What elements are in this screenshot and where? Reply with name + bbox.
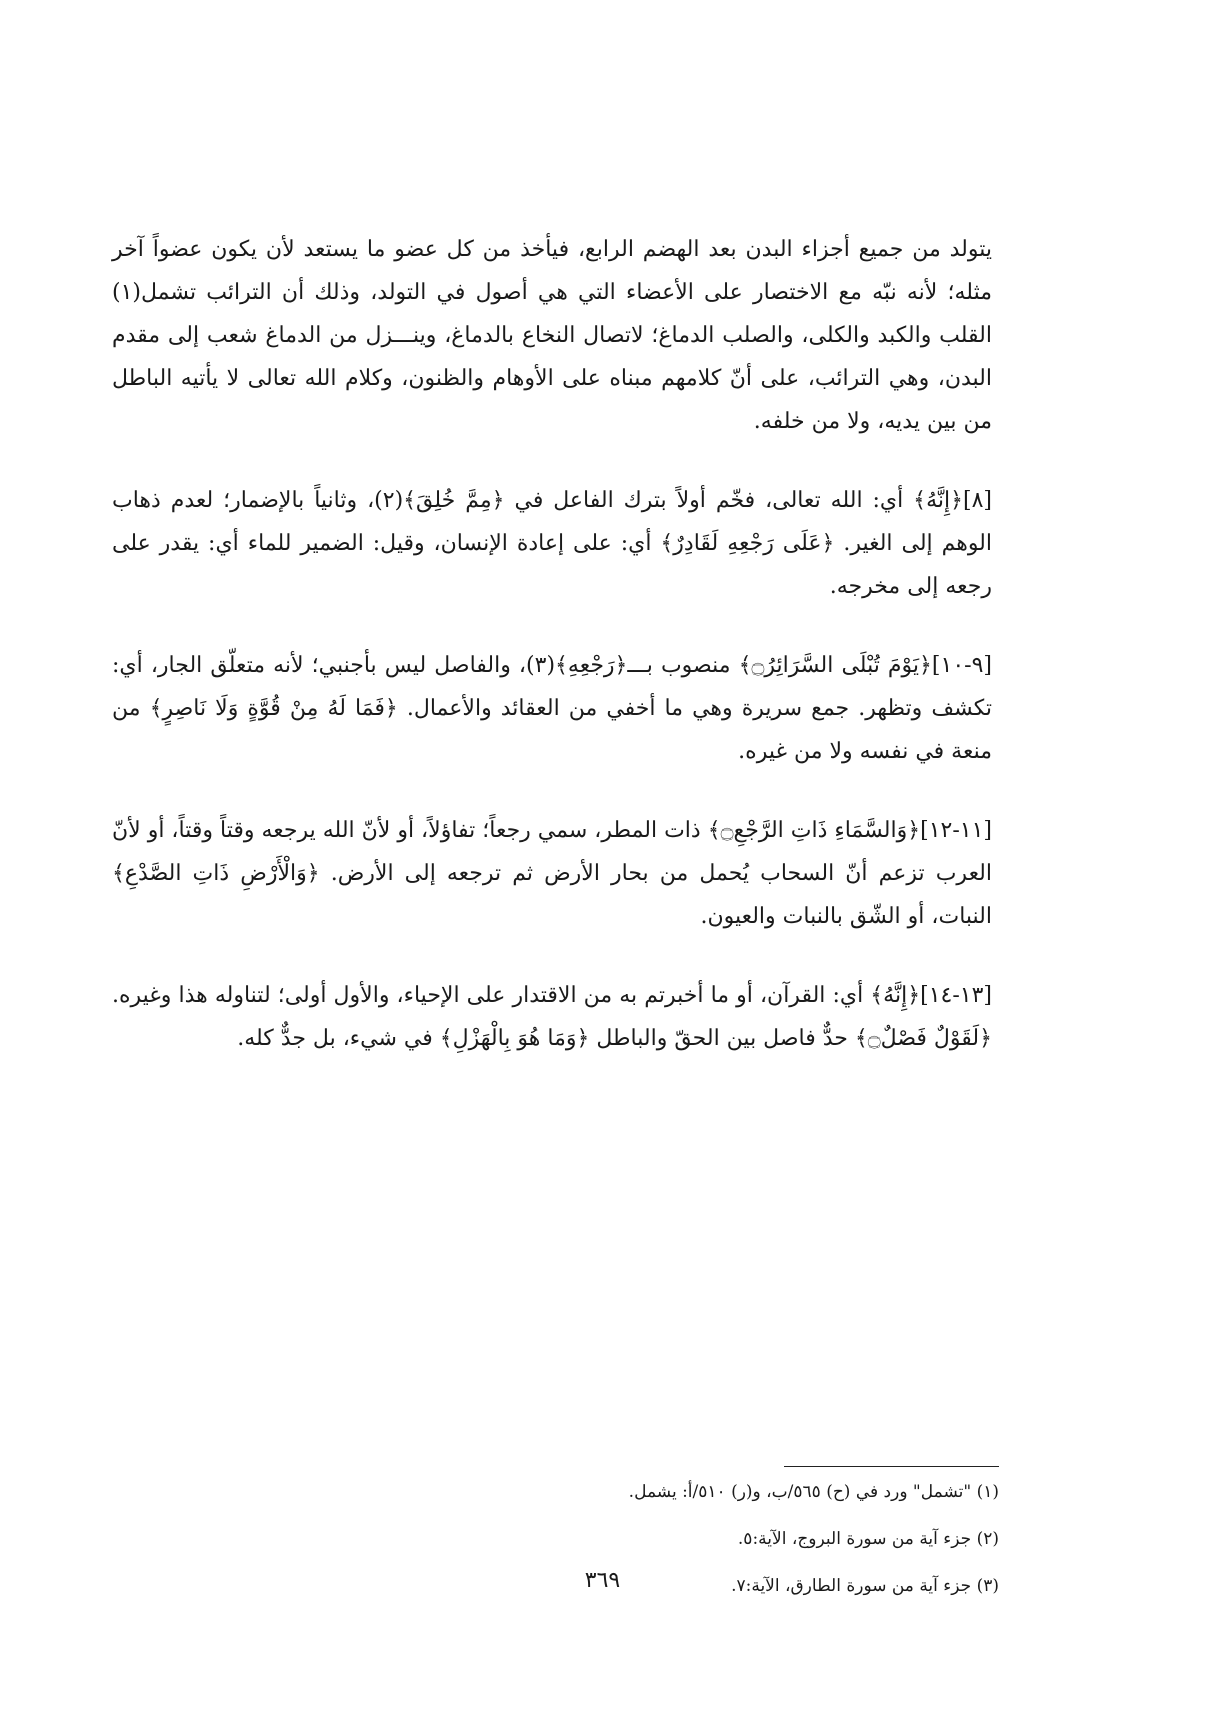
footnote-2: (٢) جزء آية من سورة البروج، الآية:٥. — [737, 1529, 999, 1549]
footnotes — [299, 1480, 999, 1621]
paragraph-verse-8: [٨]﴿إِنَّهُ﴾ أي: الله تعالى، فخّم أولاً بترك الفاعل في ﴿مِمَّ خُلِقَ﴾(٢)، وثانياً بالإضمار؛ لعدم ذهاب الوهم إلى الغير. ﴿عَلَى رَجْعِهِ لَقَادِرٌ﴾ أي: على إعادة الإنسان، وقيل: الضمير للماء أي: يقدر على رجعه إلى مخرجه. — [112, 488, 992, 599]
body-text — [112, 228, 992, 1060]
paragraph-verses-9-10: [٩-١٠]﴿يَوْمَ تُبْلَى السَّرَائِرُ۝﴾ منصوب بـــ﴿رَجْعِهِ﴾(٣)، والفاصل ليس بأجنبي؛ لأنه متعلّق الجار، أي: تكشف وتظهر. جمع سريرة وهي ما أخفي من العقائد والأعمال. ﴿فَمَا لَهُ مِنْ قُوَّةٍ وَلَا نَاصِرٍ﴾ من منعة في نفسه ولا من غيره. — [112, 653, 993, 764]
footnote-divider — [784, 1466, 999, 1467]
paragraph-verses-13-14: [١٣-١٤]﴿إِنَّهُ﴾ أي: القرآن، أو ما أخبرتم به من الاقتدار على الإحياء، والأول أولى؛ لتناوله هذا وغيره. ﴿لَقَوْلٌ فَصْلٌ۝﴾ حدٌّ فاصل بين الحقّ والباطل ﴿وَمَا هُوَ بِالْهَزْلِ﴾ في شيء، بل جدٌّ كله. — [112, 983, 992, 1051]
paragraph-verses-11-12: [١١-١٢]﴿وَالسَّمَاءِ ذَاتِ الرَّجْعِ۝﴾ ذات المطر، سمي رجعاً؛ تفاؤلاً، أو لأنّ الله يرجعه وقتاً وقتاً، أو لأنّ العرب تزعم أنّ السحاب يُحمل من بحار الأرض ثم ترجعه إلى الأرض. ﴿وَالْأَرْضِ ذَاتِ الصَّدْعِ﴾ النبات، أو الشّق بالنبات والعيون. — [112, 818, 992, 929]
page-number: ٣٦٩ — [584, 1568, 621, 1593]
footnote-3: (٣) جزء آية من سورة الطارق، الآية:٧. — [731, 1576, 999, 1596]
paragraph-tafsir-continuation: يتولد من جميع أجزاء البدن بعد الهضم الرابع، فيأخذ من كل عضو ما يستعد لأن يكون عضواً آخر مثله؛ لأنه نبّه مع الاختصار على الأعضاء التي هي أصول في التولد، وذلك أن الترائب تشمل(١) القلب والكبد والكلى، والصلب الدماغ؛ لاتصال النخاع بالدماغ، وينـــزل من الدماغ شعب إلى مقدم البدن، وهي الترائب، على أنّ كلامهم مبناه على الأوهام والظنون، وكلام الله تعالى لا يأتيه الباطل من بين يديه، ولا من خلفه. — [112, 237, 992, 434]
footnote-1: (١) "تشمل" ورد في (ح) ٥٦٥/ب، و(ر) ٥١٠/أ: يشمل. — [628, 1482, 999, 1502]
